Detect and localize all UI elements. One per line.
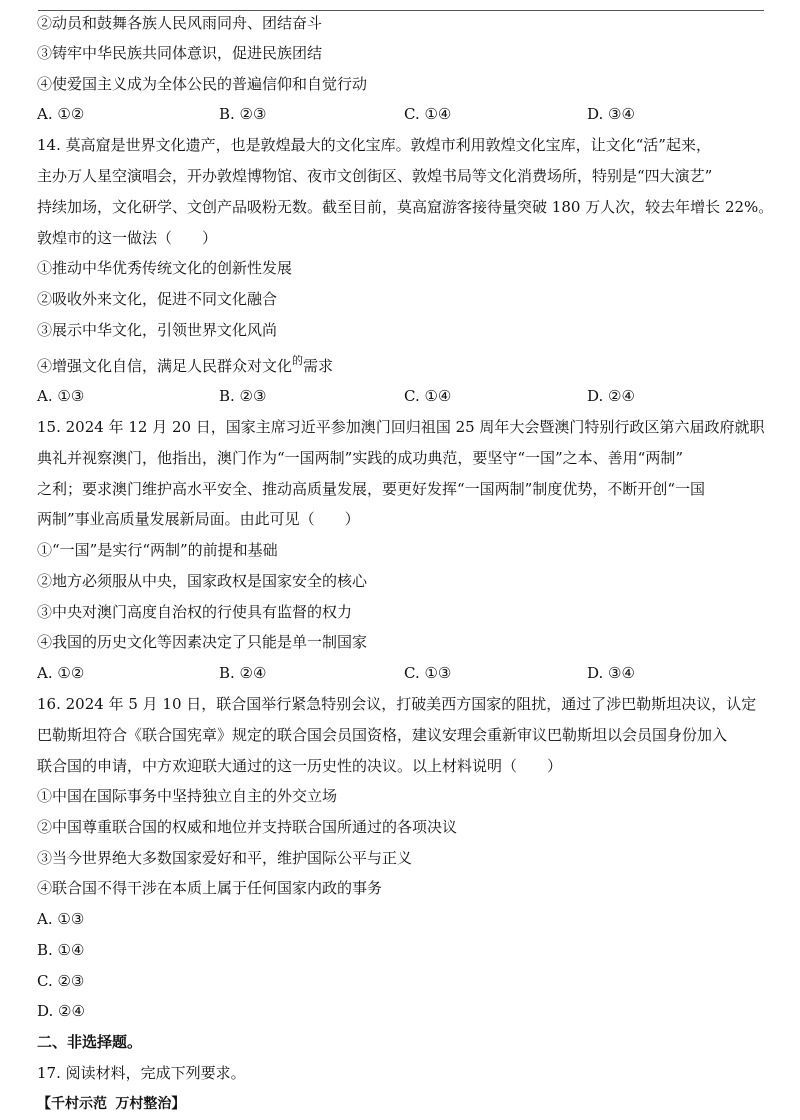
section-heading: 二、非选择题。 <box>37 1033 143 1051</box>
q16-option-a[interactable]: A. ①③ <box>37 910 85 928</box>
q15-option-a[interactable]: A. ①② <box>37 664 85 682</box>
q14-stem-line: 14. 莫高窟是世界文化遗产，也是敦煌最大的文化宝库。敦煌市利用敦煌文化宝库，让文化“活”起来， <box>37 136 711 154</box>
q14-stem-line: 持续加场，文化研学、文创产品吸粉无数。截至目前，莫高窟游客接待量突破 180 万人次，较去年增长 22%。 <box>37 198 774 216</box>
q13-option-d[interactable]: D. ③④ <box>587 105 635 123</box>
q16-item-3: ③当今世界绝大多数国家爱好和平，维护国际公平与正义 <box>37 849 413 867</box>
q14-item-1: ①推动中华优秀传统文化的创新性发展 <box>37 259 293 277</box>
q16-stem-line: 16. 2024 年 5 月 10 日，联合国举行紧急特别会议，打破美西方国家的阻扰，通过了涉巴勒斯坦决议，认定 <box>37 695 757 713</box>
q17-stem: 17. 阅读材料，完成下列要求。 <box>37 1064 246 1082</box>
q15-option-b[interactable]: B. ②④ <box>219 664 267 682</box>
q15-item-3: ③中央对澳门高度自治权的行使具有监督的权力 <box>37 603 353 621</box>
q14-stem-line: 主办万人星空演唱会，开办敦煌博物馆、夜市文创街区、敦煌书局等文化消费场所，特别是“四大演艺” <box>37 167 713 185</box>
q15-stem-line: 之利；要求澳门维护高水平安全、推动高质量发展，要更好发挥“一国两制”制度优势，不断开创“一国 <box>37 480 706 498</box>
q16-option-b[interactable]: B. ①④ <box>37 941 85 959</box>
q13-option-a[interactable]: A. ①② <box>37 105 85 123</box>
q14-option-d[interactable]: D. ②④ <box>587 387 635 405</box>
q13-item-2: ②动员和鼓舞各族人民风雨同舟、团结奋斗 <box>37 14 323 32</box>
q15-stem-line: 15. 2024 年 12 月 20 日，国家主席习近平参加澳门回归祖国 25 周年大会暨澳门特别行政区第六届政府就职 <box>37 418 765 436</box>
q14-item-4-text-a: ④增强文化自信，满足人民群众对文化 <box>37 357 293 375</box>
q14-item-2: ②吸收外来文化，促进不同文化融合 <box>37 290 278 308</box>
q15-stem-line: 两制”事业高质量发展新局面。由此可见（ ） <box>37 510 360 528</box>
q14-option-b[interactable]: B. ②③ <box>219 387 267 405</box>
q16-item-4: ④联合国不得干涉在本质上属于任何国家内政的事务 <box>37 879 383 897</box>
q14-item-4 <box>37 356 767 378</box>
q14-item-4-sup: 的 <box>292 354 304 367</box>
q13-item-4: ④使爱国主义成为全体公民的普遍信仰和自觉行动 <box>37 75 368 93</box>
q16-stem-line: 巴勒斯坦符合《联合国宪章》规定的联合国会员国资格，建议安理会重新审议巴勒斯坦以会员国身份加入 <box>37 726 728 744</box>
q15-item-2: ②地方必须服从中央，国家政权是国家安全的核心 <box>37 572 368 590</box>
material-title: 【千村示范 万村整治】 <box>37 1096 186 1112</box>
q13-option-c[interactable]: C. ①④ <box>404 105 452 123</box>
q15-option-c[interactable]: C. ①③ <box>404 664 452 682</box>
q14-item-4-text-b: 需求 <box>303 357 334 375</box>
q15-item-1: ①“一国”是实行“两制”的前提和基础 <box>37 541 278 559</box>
q16-option-c[interactable]: C. ②③ <box>37 972 85 990</box>
q15-stem-line: 典礼并视察澳门，他指出，澳门作为“一国两制”实践的成功典范，要坚守“一国”之本、善用“两制” <box>37 449 684 467</box>
q13-option-b[interactable]: B. ②③ <box>219 105 267 123</box>
q16-item-2: ②中国尊重联合国的权威和地位并支持联合国所通过的各项决议 <box>37 818 458 836</box>
q15-item-4: ④我国的历史文化等因素决定了只能是单一制国家 <box>37 633 368 651</box>
q16-stem-line: 联合国的申请，中方欢迎联大通过的这一历史性的决议。以上材料说明（ ） <box>37 757 563 775</box>
q15-option-d[interactable]: D. ③④ <box>587 664 635 682</box>
q14-option-a[interactable]: A. ①③ <box>37 387 85 405</box>
q14-option-c[interactable]: C. ①④ <box>404 387 452 405</box>
q13-item-3: ③铸牢中华民族共同体意识，促进民族团结 <box>37 44 323 62</box>
q14-stem-line: 敦煌市的这一做法（ ） <box>37 229 218 247</box>
q14-item-3: ③展示中华文化，引领世界文化风尚 <box>37 321 278 339</box>
q16-item-1: ①中国在国际事务中坚持独立自主的外交立场 <box>37 787 338 805</box>
q16-option-d[interactable]: D. ②④ <box>37 1002 85 1020</box>
